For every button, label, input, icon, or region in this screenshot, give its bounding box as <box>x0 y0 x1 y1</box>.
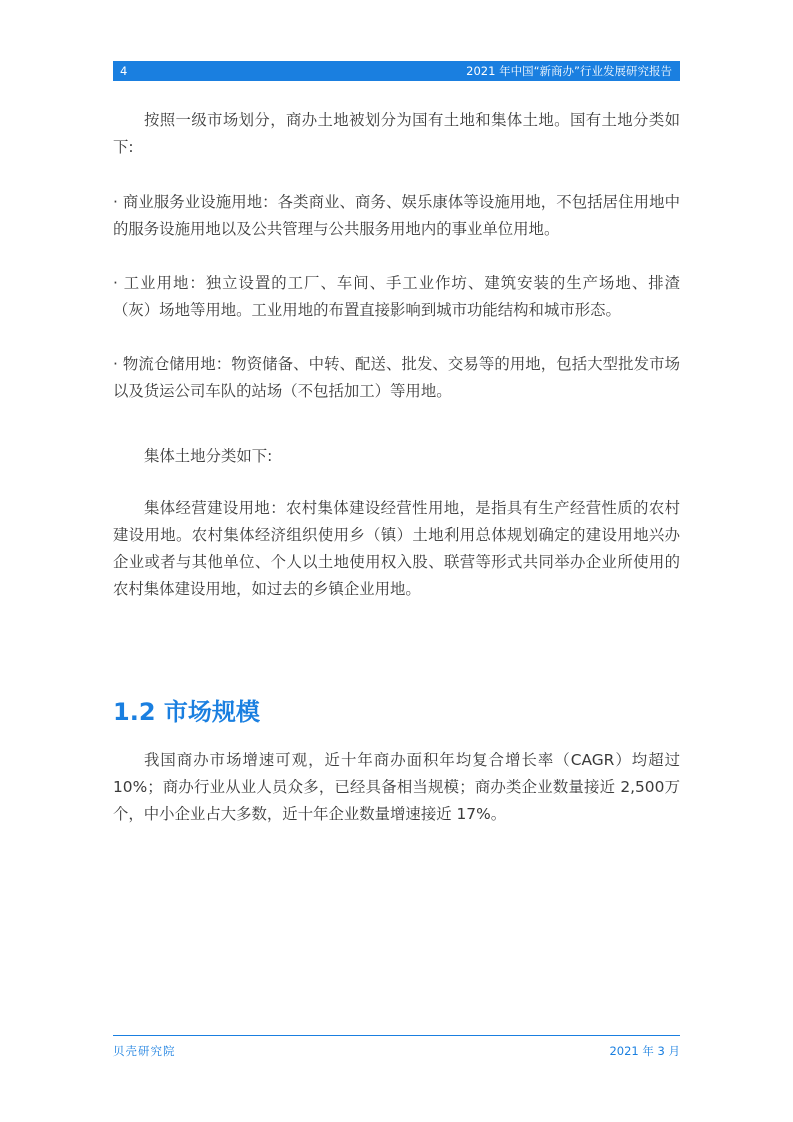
header-bar <box>113 61 680 81</box>
page-number: 4 <box>120 64 128 78</box>
paragraph-collective-land: 集体经营建设用地：农村集体建设经营性用地，是指具有生产经营性质的农村建设用地。农村集体经济组织使用乡（镇）土地利用总体规划确定的建设用地兴办企业或者与其他单位、个人以土地使用权入股、联营等形式共同举办企业所使用的农村集体建设用地，如过去的乡镇企业用地。 <box>113 499 680 598</box>
report-title: 2021 年中国“新商办”行业发展研究报告 <box>466 64 672 78</box>
section-heading: 1.2 市场规模 <box>113 698 260 726</box>
paragraph-commercial-land: · 商业服务业设施用地：各类商业、商务、娱乐康体等设施用地，不包括居住用地中的服务设施用地以及公共管理与公共服务用地内的事业单位用地。 <box>113 193 680 238</box>
footer-organization: 贝壳研究院 <box>113 1044 176 1058</box>
footer-date: 2021 年 3 月 <box>609 1044 680 1058</box>
footer-divider <box>113 1035 680 1036</box>
paragraph-industrial-land: · 工业用地：独立设置的工厂、车间、手工业作坊、建筑安装的生产场地、排渣（灰）场地等用地。工业用地的布置直接影响到城市功能结构和城市形态。 <box>113 274 680 319</box>
paragraph-land-division: 按照一级市场划分，商办土地被划分为国有土地和集体土地。国有土地分类如下: <box>113 111 680 156</box>
paragraph-market-size: 我国商办市场增速可观，近十年商办面积年均复合增长率（CAGR）均超过10%；商办行业从业人员众多，已经具备相当规模；商办类企业数量接近 2,500万个，中小企业占大多数，近十年企业数量增速接近 17%。 <box>113 751 680 823</box>
paragraph-logistics-land: · 物流仓储用地：物资储备、中转、配送、批发、交易等的用地，包括大型批发市场以及货运公司车队的站场（不包括加工）等用地。 <box>113 355 680 400</box>
paragraph-collective-intro: 集体土地分类如下: <box>144 447 273 465</box>
